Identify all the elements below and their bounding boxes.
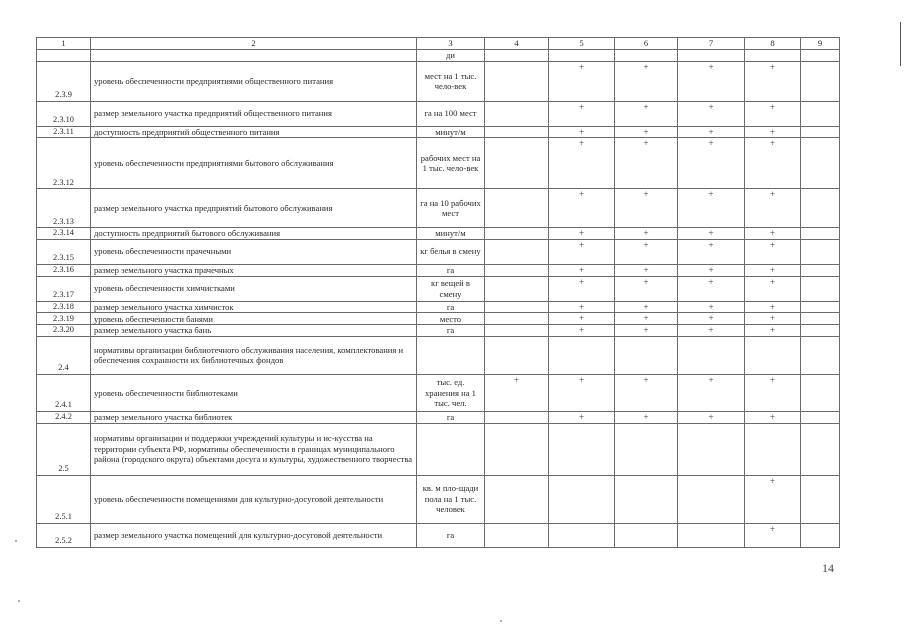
row-unit: га на 100 мест [417,101,485,126]
row-col7-mark: + [678,189,745,228]
row-code: 2.4 [37,336,91,374]
table-row [37,523,840,547]
row-unit: га [417,264,485,276]
row-col8-mark: + [745,239,801,264]
row-col6-mark: + [615,276,678,301]
row-unit: кг белья в смену [417,239,485,264]
scan-speck [500,620,502,622]
row-col4-mark [485,301,549,313]
row-indicator-name: размер земельного участка химчисток [91,301,417,313]
row-col7-mark: + [678,374,745,411]
row-unit: га [417,411,485,423]
row-col5-mark: + [549,374,615,411]
row-col7-mark [678,50,745,62]
row-col9-mark [801,423,840,475]
row-col9-mark [801,101,840,126]
row-code: 2.3.10 [37,101,91,126]
row-indicator-name: уровень обеспеченности прачечными [91,239,417,264]
row-col9-mark [801,264,840,276]
row-col9-mark [801,325,840,337]
row-col4-mark [485,126,549,138]
row-col9-mark [801,313,840,325]
table-row [37,276,840,301]
page-number: 14 [822,561,834,575]
table-row [37,126,840,138]
row-unit: га на 10 рабочих мест [417,189,485,228]
row-unit: кг вещей в смену [417,276,485,301]
row-unit: минут/м [417,228,485,240]
row-code: 2.3.9 [37,61,91,101]
table-row [37,301,840,313]
row-col9-mark [801,126,840,138]
row-indicator-name: уровень обеспеченности помещениями для культурно-досуговой деятельности [91,475,417,523]
row-col4-mark [485,138,549,189]
row-col7-mark: + [678,239,745,264]
margin-rule [900,22,901,66]
column-header-5: 5 [549,38,615,50]
row-indicator-name: доступность предприятий общественного питания [91,126,417,138]
row-code: 2.5.2 [37,523,91,547]
row-col6-mark: + [615,239,678,264]
row-indicator-name: размер земельного участка прачечных [91,264,417,276]
row-code: 2.3.19 [37,313,91,325]
row-unit: ди [417,50,485,62]
row-col5-mark: + [549,276,615,301]
column-header-6: 6 [615,38,678,50]
row-col5-mark: + [549,126,615,138]
row-col8-mark: + [745,276,801,301]
row-col6-mark [615,50,678,62]
row-unit: га [417,301,485,313]
row-col9-mark [801,301,840,313]
row-col5-mark: + [549,325,615,337]
planning-standards-table [36,37,840,548]
row-col4-mark [485,264,549,276]
row-col7-mark: + [678,411,745,423]
row-col4-mark [485,50,549,62]
row-col4-mark [485,101,549,126]
row-col4-mark [485,475,549,523]
table-row [37,189,840,228]
row-code: 2.3.17 [37,276,91,301]
row-col7-mark: + [678,126,745,138]
row-col5-mark: + [549,61,615,101]
row-col9-mark [801,138,840,189]
table-row [37,50,840,62]
table-row [37,325,840,337]
row-col6-mark: + [615,374,678,411]
column-header-7: 7 [678,38,745,50]
row-col4-mark [485,523,549,547]
table-row [37,61,840,101]
row-indicator-name: уровень обеспеченности химчистками [91,276,417,301]
row-col7-mark [678,423,745,475]
row-col8-mark: + [745,228,801,240]
row-indicator-name: размер земельного участка бань [91,325,417,337]
row-col8-mark: + [745,101,801,126]
row-col8-mark [745,423,801,475]
row-unit: тыс. ед. хранения на 1 тыс. чел. [417,374,485,411]
row-col6-mark [615,423,678,475]
row-unit [417,336,485,374]
row-col8-mark: + [745,325,801,337]
scan-speck [15,540,17,542]
column-header-8: 8 [745,38,801,50]
row-code: 2.3.11 [37,126,91,138]
row-indicator-name: размер земельного участка помещений для культурно-досуговой деятельности [91,523,417,547]
row-code: 2.3.18 [37,301,91,313]
row-col6-mark: + [615,313,678,325]
row-unit: минут/м [417,126,485,138]
row-col7-mark [678,336,745,374]
row-col4-mark [485,325,549,337]
row-col7-mark: + [678,228,745,240]
row-col8-mark [745,50,801,62]
row-code: 2.4.2 [37,411,91,423]
row-col6-mark: + [615,101,678,126]
row-col7-mark: + [678,101,745,126]
row-col6-mark: + [615,264,678,276]
row-col4-mark [485,189,549,228]
column-header-3: 3 [417,38,485,50]
row-col9-mark [801,189,840,228]
row-col6-mark: + [615,61,678,101]
row-indicator-name: размер земельного участка предприятий общественного питания [91,101,417,126]
row-indicator-name: нормативы организации библиотечного обслуживания населения, комплектования и обеспечения сохранности их библиотечных фондов [91,336,417,374]
row-col7-mark: + [678,313,745,325]
row-col4-mark [485,411,549,423]
table-row [37,475,840,523]
row-col6-mark: + [615,301,678,313]
row-col5-mark [549,50,615,62]
column-header-9: 9 [801,38,840,50]
row-code: 2.3.15 [37,239,91,264]
row-col5-mark: + [549,313,615,325]
row-indicator-name [91,50,417,62]
row-col8-mark: + [745,523,801,547]
row-col5-mark: + [549,411,615,423]
table-row [37,101,840,126]
row-col8-mark: + [745,313,801,325]
row-col5-mark: + [549,101,615,126]
column-header-1: 1 [37,38,91,50]
row-col8-mark [745,336,801,374]
row-col7-mark [678,523,745,547]
row-code: 2.5 [37,423,91,475]
row-indicator-name: уровень обеспеченности предприятиями общественного питания [91,61,417,101]
row-code: 2.4.1 [37,374,91,411]
row-indicator-name: нормативы организации и поддержки учреждений культуры и ис-кусства на территории субъекта РФ, нормативы обеспеченности в границах муниципального района (городского округа) объектами досуга и культуры, художественного творчества [91,423,417,475]
row-col5-mark [549,423,615,475]
row-col9-mark [801,336,840,374]
row-col6-mark [615,523,678,547]
table-row [37,313,840,325]
row-col7-mark: + [678,264,745,276]
column-header-2: 2 [91,38,417,50]
row-col5-mark [549,336,615,374]
row-unit: мест на 1 тыс. чело-век [417,61,485,101]
row-code: 2.5.1 [37,475,91,523]
column-number-row [37,38,840,50]
row-code: 2.3.13 [37,189,91,228]
row-col7-mark: + [678,276,745,301]
scan-speck [18,600,20,602]
row-col4-mark [485,239,549,264]
row-col9-mark [801,523,840,547]
table-row [37,374,840,411]
row-col7-mark [678,475,745,523]
row-col8-mark: + [745,189,801,228]
row-col4-mark [485,276,549,301]
row-col9-mark [801,61,840,101]
row-col9-mark [801,411,840,423]
row-code: 2.3.20 [37,325,91,337]
row-unit: га [417,325,485,337]
row-col5-mark [549,475,615,523]
row-code: 2.3.16 [37,264,91,276]
row-col5-mark: + [549,264,615,276]
row-col7-mark: + [678,138,745,189]
row-col5-mark: + [549,189,615,228]
row-col5-mark: + [549,239,615,264]
row-col6-mark: + [615,138,678,189]
row-unit: место [417,313,485,325]
row-col4-mark [485,228,549,240]
row-indicator-name: размер земельного участка предприятий бытового обслуживания [91,189,417,228]
table-row [37,264,840,276]
row-col7-mark: + [678,325,745,337]
table-row [37,138,840,189]
row-indicator-name: размер земельного участка библиотек [91,411,417,423]
table-row [37,423,840,475]
row-col9-mark [801,475,840,523]
row-unit: га [417,523,485,547]
row-indicator-name: уровень обеспеченности предприятиями бытового обслуживания [91,138,417,189]
row-col8-mark: + [745,374,801,411]
row-col5-mark: + [549,138,615,189]
row-col8-mark: + [745,61,801,101]
row-col8-mark: + [745,138,801,189]
table-row [37,336,840,374]
row-indicator-name: уровень обеспеченности библиотеками [91,374,417,411]
row-code [37,50,91,62]
table-row [37,411,840,423]
table-row [37,239,840,264]
row-col4-mark [485,313,549,325]
row-col9-mark [801,276,840,301]
row-col7-mark: + [678,301,745,313]
row-col6-mark: + [615,411,678,423]
row-col6-mark: + [615,126,678,138]
column-header-4: 4 [485,38,549,50]
row-code: 2.3.14 [37,228,91,240]
row-col8-mark: + [745,411,801,423]
table-row [37,228,840,240]
row-col6-mark: + [615,325,678,337]
row-unit [417,423,485,475]
row-col6-mark: + [615,228,678,240]
row-col8-mark: + [745,301,801,313]
row-col8-mark: + [745,264,801,276]
row-col9-mark [801,50,840,62]
row-indicator-name: доступность предприятий бытового обслуживания [91,228,417,240]
row-col5-mark: + [549,301,615,313]
row-col9-mark [801,239,840,264]
row-code: 2.3.12 [37,138,91,189]
row-indicator-name: уровень обеспеченности банями [91,313,417,325]
row-col4-mark [485,336,549,374]
row-col8-mark: + [745,126,801,138]
row-col6-mark [615,336,678,374]
row-col7-mark: + [678,61,745,101]
row-col4-mark [485,423,549,475]
row-col8-mark: + [745,475,801,523]
row-col6-mark: + [615,189,678,228]
row-col5-mark: + [549,228,615,240]
row-col4-mark: + [485,374,549,411]
row-col9-mark [801,374,840,411]
row-unit: рабочих мест на 1 тыс. чело-век [417,138,485,189]
row-unit: кв. м пло-щади пола на 1 тыс. человек [417,475,485,523]
table-body [37,50,840,548]
row-col9-mark [801,228,840,240]
row-col4-mark [485,61,549,101]
row-col5-mark [549,523,615,547]
row-col6-mark [615,475,678,523]
